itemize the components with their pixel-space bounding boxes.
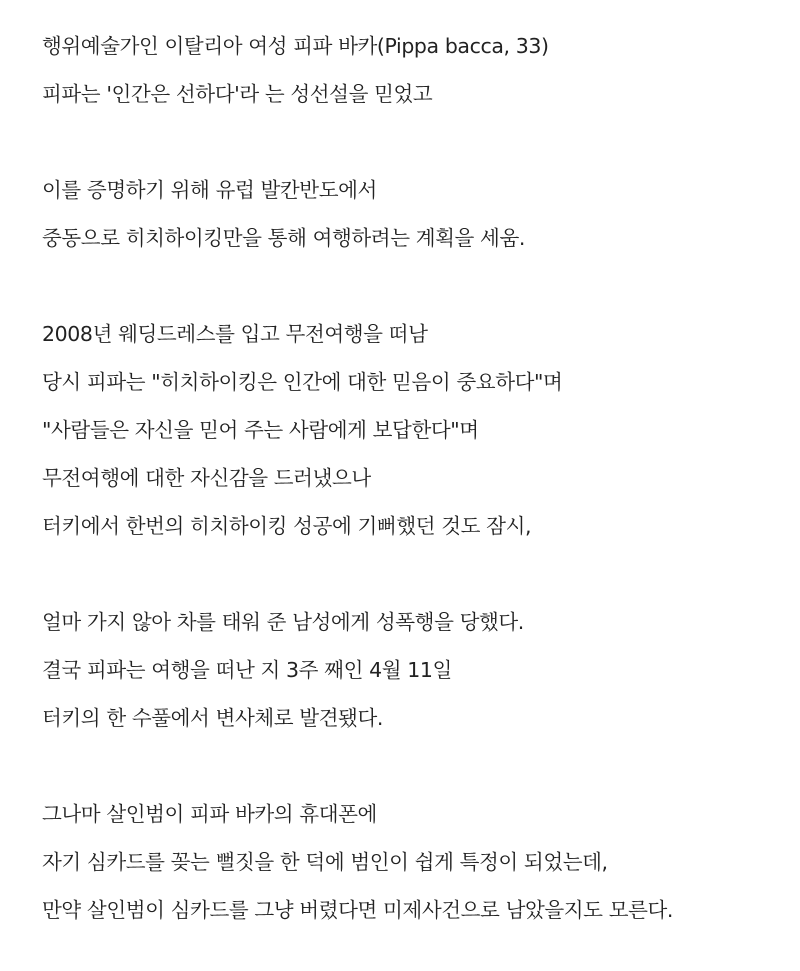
text-line: 터키의 한 수풀에서 변사체로 발견됐다.	[42, 706, 384, 730]
text-line: 피파는 '인간은 선하다'라 는 성선설을 믿었고	[42, 82, 433, 106]
paragraph-5	[42, 790, 782, 934]
text-line: 결국 피파는 여행을 떠난 지 3주 째인 4월 11일	[42, 658, 452, 682]
article-body	[42, 22, 782, 934]
text-line: 당시 피파는 "히치하이킹은 인간에 대한 믿음이 중요하다"며	[42, 370, 563, 394]
text-line: 이를 증명하기 위해 유럽 발칸반도에서	[42, 178, 377, 202]
text-line: 무전여행에 대한 자신감을 드러냈으나	[42, 466, 371, 490]
text-line: 2008년 웨딩드레스를 입고 무전여행을 떠남	[42, 322, 428, 346]
paragraph-1	[42, 22, 782, 118]
text-line: 그나마 살인범이 피파 바카의 휴대폰에	[42, 802, 377, 826]
text-line: 만약 살인범이 심카드를 그냥 버렸다면 미제사건으로 남았을지도 모른다.	[42, 898, 674, 922]
paragraph-3	[42, 310, 782, 550]
paragraph-4	[42, 598, 782, 742]
text-line: 중동으로 히치하이킹만을 통해 여행하려는 계획을 세움.	[42, 226, 525, 250]
paragraph-2	[42, 166, 782, 262]
text-line: 행위예술가인 이탈리아 여성 피파 바카(Pippa bacca, 33)	[42, 34, 549, 58]
text-line: 얼마 가지 않아 차를 태워 준 남성에게 성폭행을 당했다.	[42, 610, 524, 634]
text-line: 터키에서 한번의 히치하이킹 성공에 기뻐했던 것도 잠시,	[42, 514, 532, 538]
text-line: 자기 심카드를 꽂는 뻘짓을 한 덕에 범인이 쉽게 특정이 되었는데,	[42, 850, 608, 874]
text-line: "사람들은 자신을 믿어 주는 사람에게 보답한다"며	[42, 418, 479, 442]
